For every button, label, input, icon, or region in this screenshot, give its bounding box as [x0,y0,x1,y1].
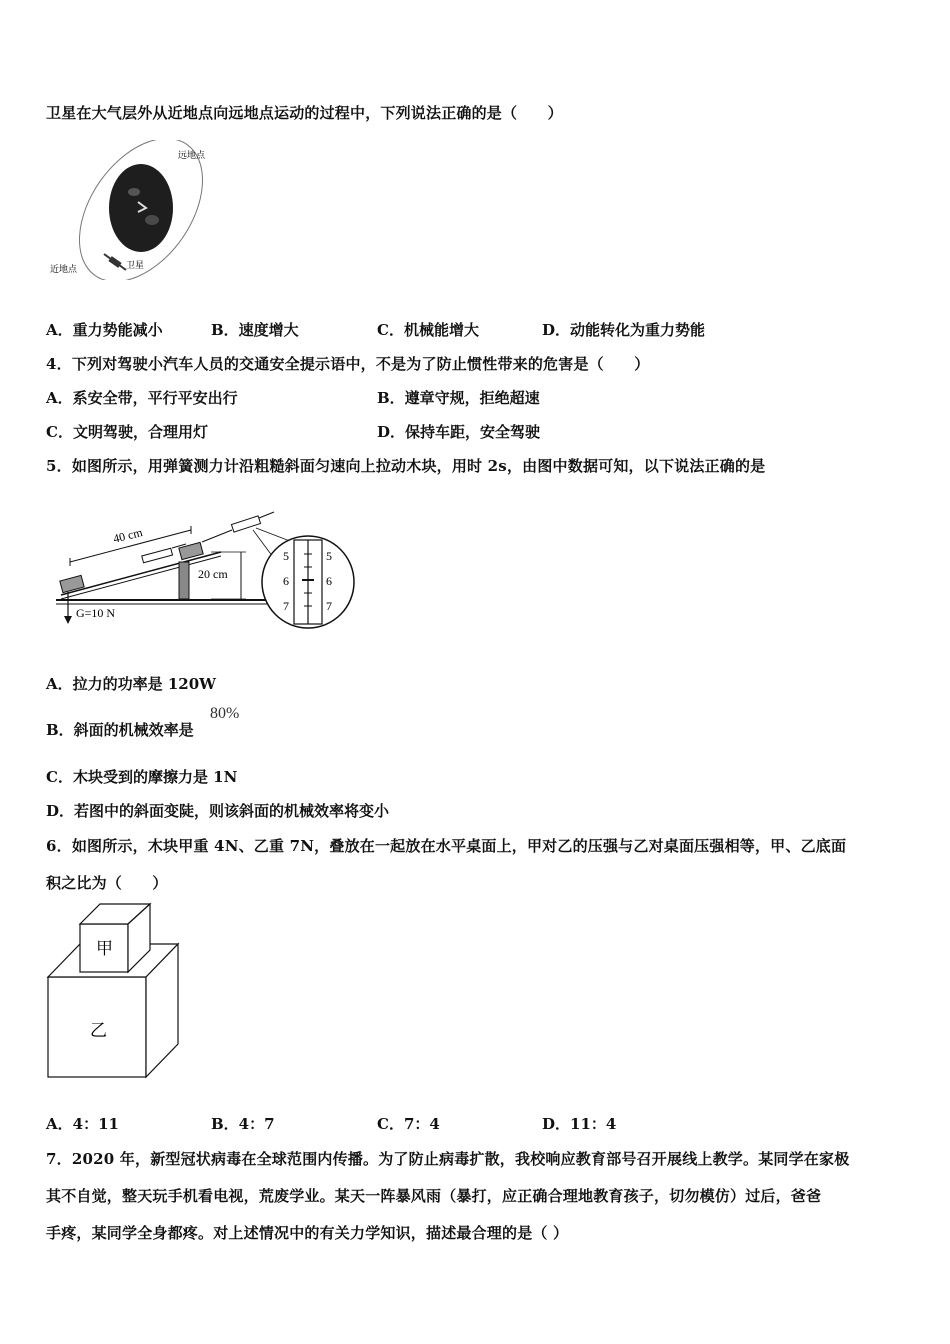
q5-option-b[interactable]: B．斜面的机械效率是 [46,721,194,739]
scale-tick-7: 7 [283,599,289,613]
q5-option-b-value: 80% [210,705,240,722]
q6-option-a[interactable]: A．4：11 [46,1115,119,1133]
q7-line3: 手疼，某同学全身都疼。对上述情况中的有关力学知识，描述最合理的是（ ） [46,1224,569,1242]
q4-option-d[interactable]: D．保持车距，安全驾驶 [377,423,541,441]
q5-stem: 5．如图所示，用弹簧测力计沿粗糙斜面匀速向上拉动木块，用时 2s，由图中数据可知，以下说法正确的是 [46,457,766,475]
scale-tick-7-right: 7 [326,599,332,613]
stacked-blocks-figure [46,902,186,1082]
height-label: 20 cm [198,567,228,581]
q3-option-b[interactable]: B．速度增大 [211,321,299,339]
satellite-label: 卫星 [126,261,145,271]
q7-line1: 7．2020 年，新型冠状病毒在全球范围内传播。为了防止病毒扩散，我校响应教育部号召开展线上教学。某同学在家极 [46,1150,850,1168]
scale-tick-6-right: 6 [326,574,332,588]
length-label: 40 cm [111,525,144,546]
q5-option-c[interactable]: C．木块受到的摩擦力是 1N [46,768,238,786]
q6-stem-line1: 6．如图所示，木块甲重 4N、乙重 7N，叠放在一起放在水平桌面上，甲对乙的压强与乙对桌面压强相等，甲、乙底面 [46,837,847,855]
q4-option-b[interactable]: B．遵章守规，拒绝超速 [377,389,540,407]
q3-stem: 卫星在大气层外从近地点向远地点运动的过程中，下列说法正确的是（ ） [46,104,563,122]
q5-option-a[interactable]: A．拉力的功率是 120W [46,675,217,693]
q6-option-b[interactable]: B．4：7 [211,1115,275,1133]
q6-option-c[interactable]: C．7：4 [377,1115,440,1133]
q3-option-a[interactable]: A．重力势能减小 [46,321,163,339]
q6-option-d[interactable]: D．11：4 [542,1115,617,1133]
q7-line2: 其不自觉，整天玩手机看电视，荒废学业。某天一阵暴风雨（暴打，应正确合理地教育孩子，切勿模仿）过后，爸爸 [46,1187,822,1205]
q5-option-d[interactable]: D．若图中的斜面变陡，则该斜面的机械效率将变小 [46,802,390,820]
weight-label: G=10 N [76,606,116,620]
scale-tick-5: 5 [283,549,289,563]
earth-shape [109,164,173,252]
satellite-icon [104,254,126,270]
yi-label: 乙 [90,1021,107,1041]
incline-support [179,562,189,599]
far-point-label: 远地点 [178,151,206,161]
q3-option-c[interactable]: C．机械能增大 [377,321,479,339]
q6-stem-line2: 积之比为（ ） [46,874,168,892]
q4-option-a[interactable]: A．系安全带，平行平安出行 [46,389,238,407]
q4-stem: 4．下列对驾驶小汽车人员的交通安全提示语中，不是为了防止惯性带来的危害是（ ） [46,355,650,373]
satellite-orbit-figure [46,140,236,280]
q3-option-d[interactable]: D．动能转化为重力势能 [542,321,706,339]
q4-option-c[interactable]: C．文明驾驶，合理用灯 [46,423,208,441]
scale-tick-5-right: 5 [326,549,332,563]
near-point-label: 近地点 [50,265,78,275]
scale-tick-6: 6 [283,574,289,588]
incline-figure [46,500,366,640]
jia-label: 甲 [96,939,113,959]
